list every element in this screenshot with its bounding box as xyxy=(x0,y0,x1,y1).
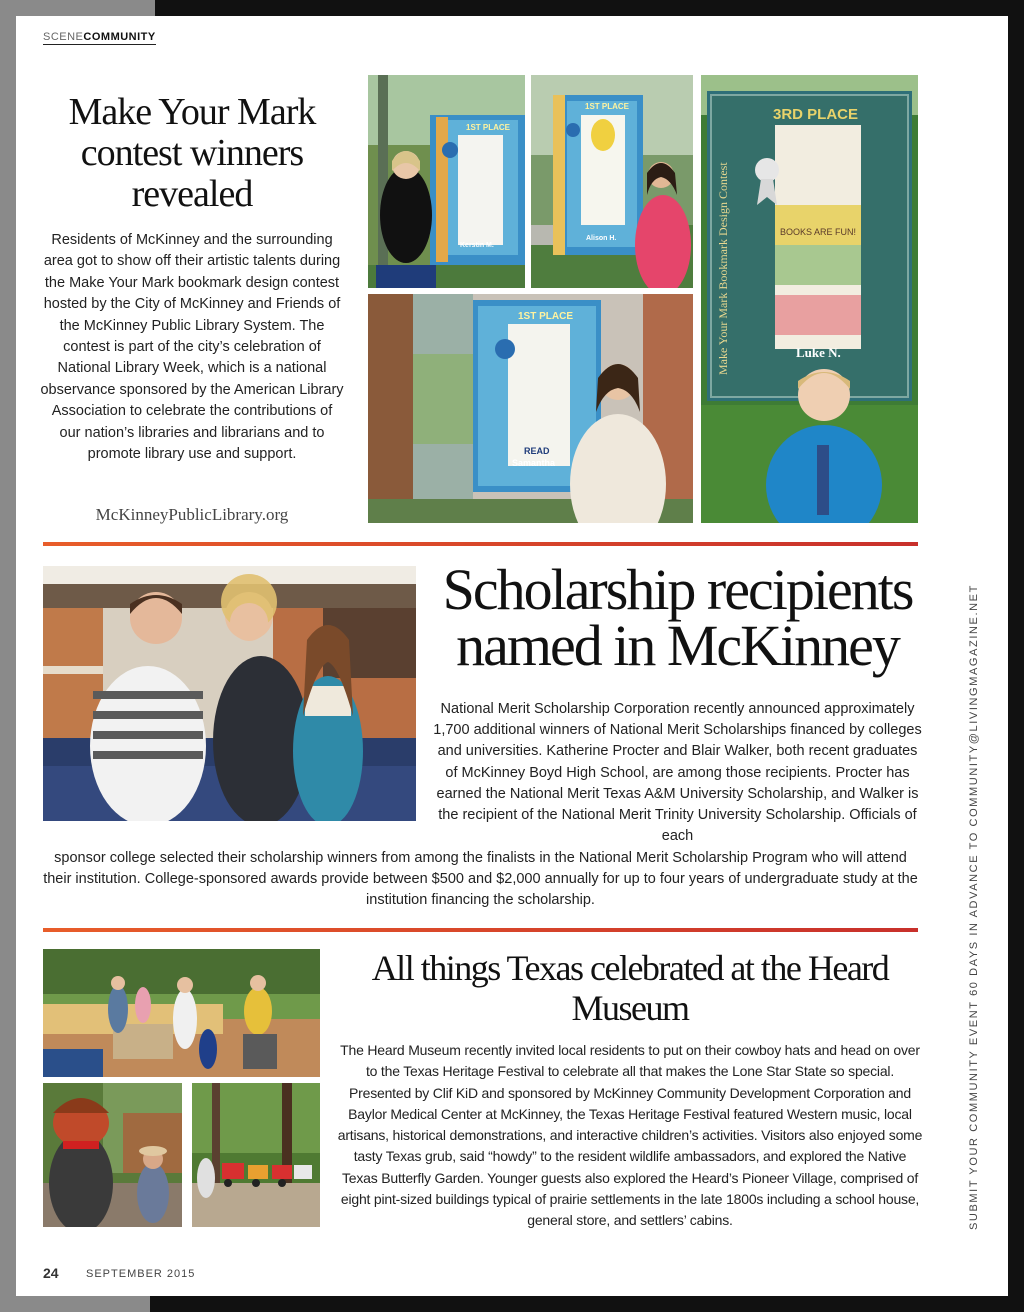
frame-bottom xyxy=(150,1296,1024,1312)
article2-body-bottom: sponsor college selected their scholarship winners from among the finalists in the National Merit Scholarship Program who will attend their institution. College-sponsored awards provide between $500 and $2,000 annually for up to four years of undergraduate study at the institution financing the scholarship. xyxy=(43,850,918,909)
divider-rule-1 xyxy=(43,542,918,546)
issue-date: SEPTEMBER 2015 xyxy=(86,1268,196,1280)
divider-rule-2 xyxy=(43,928,918,932)
frame-bottom-left xyxy=(0,1296,150,1312)
photo-samantha xyxy=(368,294,693,523)
photo-luke xyxy=(701,75,918,523)
photo-alison-name: Alison H. xyxy=(586,235,617,242)
photo-festival-train xyxy=(192,1083,320,1227)
article1-url[interactable]: McKinneyPublicLibrary.org xyxy=(95,505,289,524)
photo-luke-place: 3RD PLACE xyxy=(773,106,859,123)
frame-top-left xyxy=(0,0,155,16)
photo-scholarship xyxy=(43,566,416,821)
photo-luke-name: Luke N. xyxy=(796,345,841,360)
photo-samantha-poster-text: READ xyxy=(524,446,550,456)
article3-headline: All things Texas celebrated at the Heard Museum xyxy=(371,948,889,1028)
photo-festival-crowd xyxy=(43,949,320,1077)
article1-headline: Make Your Mark contest winners revealed xyxy=(68,91,316,215)
photo-kerstin-place: 1ST PLACE xyxy=(466,123,511,132)
photo-alison xyxy=(531,75,693,288)
photo-festival-mascot xyxy=(43,1083,182,1227)
photo-kerstin-name: Kerstin M. xyxy=(460,242,494,249)
section-label xyxy=(43,31,156,45)
photo-kerstin xyxy=(368,75,525,288)
frame-top xyxy=(155,0,1024,16)
photo-samantha-name: Samantha xyxy=(512,458,556,468)
page-number: 24 xyxy=(43,1265,59,1281)
frame-left xyxy=(0,0,16,1312)
photo-luke-side-text: Make Your Mark Bookmark Design Contest xyxy=(716,162,730,375)
photo-alison-place: 1ST PLACE xyxy=(585,102,630,111)
frame-right xyxy=(1008,16,1024,1312)
section-scene: SCENE xyxy=(43,31,84,43)
photo-luke-poster-text: BOOKS ARE FUN! xyxy=(779,227,857,237)
article2-headline: Scholarship recipients named in McKinney xyxy=(442,557,913,678)
article2-body-top: National Merit Scholarship Corporation recently announced approximately 1,700 additional winners of National Merit Scholarships financed by colleges and universities. Katherine Procter and Blair Walker, both recent graduates of McKinney Boyd High School, are among those recipients. Procter has earned the National Merit Texas A&M University Scholarship, and Walker is the recipient of the National Merit Trinity University Scholarship. Officials of each xyxy=(433,701,922,845)
section-community: COMMUNITY xyxy=(83,31,156,43)
submit-event-sidebar: SUBMIT YOUR COMMUNITY EVENT 60 DAYS IN ADVANCE TO COMMUNITY@LIVINGMAGAZINE.NET xyxy=(968,584,980,1230)
article1-body: Residents of McKinney and the surrounding area got to show off their artistic talents during the Make Your Mark bookmark design contest hosted by the City of McKinney and Friends of the McKinney Public Library System. The contest is part of the city’s celebration of National Library Week, which is a national observance sponsored by the American Library Association to celebrate the contributions of our nation’s libraries and librarians and to promote library use and support. xyxy=(40,232,344,463)
photo-samantha-place: 1ST PLACE xyxy=(518,311,574,322)
article3-body: The Heard Museum recently invited local residents to put on their cowboy hats and head on over to the Texas Heritage Festival to celebrate all that makes the Lone Star State so special. Presented by Clif KiD and sponsored by McKinney Community Development Corporation and Baylor Medical Center at McKinney, the Texas Heritage Festival featured Western music, local artisans, historical demonstrations, and interactive children’s activities. Visitors also enjoyed some tasty Texas grub, said “howdy” to the resident wildlife ambassadors, and explored the Native Texas Butterfly Garden. Younger guests also explored the Heard’s Pioneer Village, comprised of eight pint-sized buildings typical of prairie settlements in the late 1800s including a school house, general store, and settlers’ cabins. xyxy=(337,1042,923,1229)
